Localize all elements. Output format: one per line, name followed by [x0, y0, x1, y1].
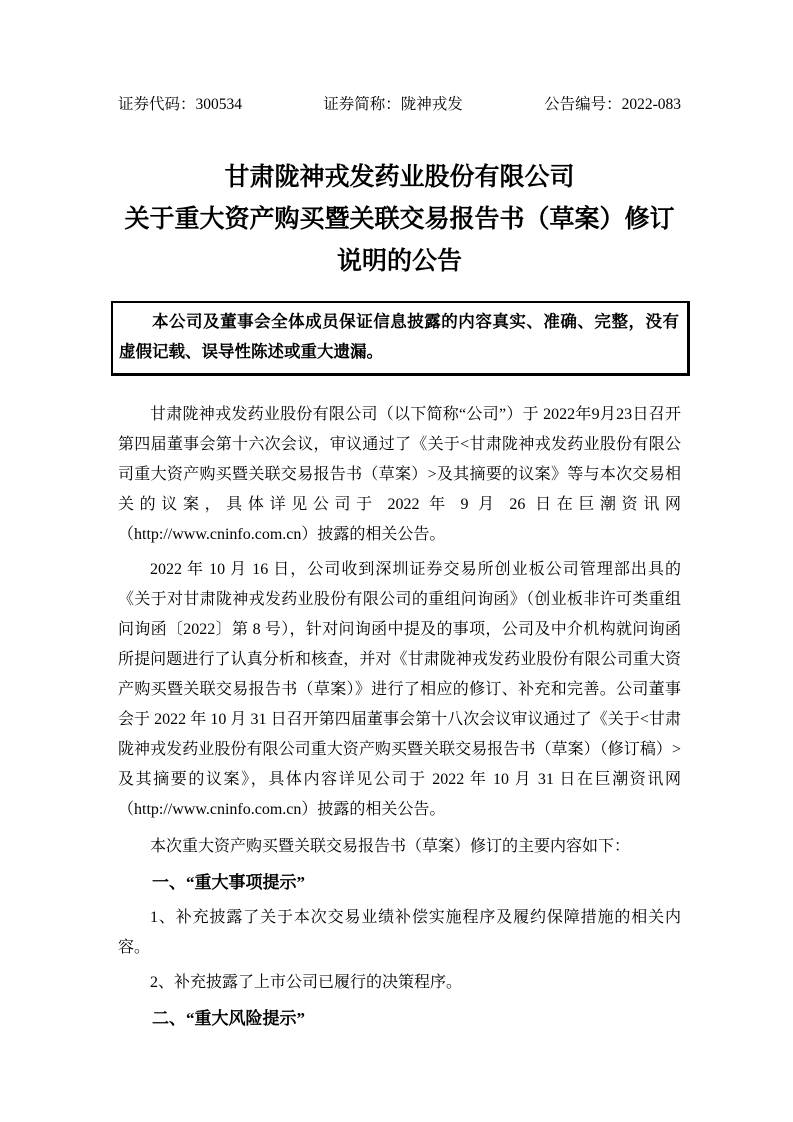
document-header	[118, 95, 681, 115]
disclaimer-text: 本公司及董事会全体成员保证信息披露的内容真实、准确、完整，没有虚假记载、误导性陈述或重大遗漏。	[119, 312, 679, 361]
paragraph-board-meeting: 甘肃陇神戎发药业股份有限公司（以下简称“公司”）于 2022年9月23日召开第四届董事会第十六次会议，审议通过了《关于<甘肃陇神戎发药业股份有限公司重大资产购买暨关联交易报告书（草案）>及其摘要的议案》等与本次交易相关的议案，具体详见公司于 2022 年 9 月 26 日在巨潮资讯网（http://www.cninfo.com.cn）披露的相关公告。	[118, 406, 681, 543]
section-major-matters-item-2: 2、补充披露了上市公司已履行的决策程序。	[150, 974, 463, 991]
section-heading-major-matters: 一、“重大事项提示”	[152, 873, 305, 892]
document-title	[118, 157, 681, 283]
paragraph-revision-intro: 本次重大资产购买暨关联交易报告书（草案）修订的主要内容如下：	[150, 838, 631, 855]
title-line-3: 说明的公告	[336, 248, 462, 275]
title-line-2: 关于重大资产购买暨关联交易报告书（草案）修订	[124, 206, 675, 233]
disclaimer-box	[111, 301, 690, 376]
title-line-1: 甘肃陇神戎发药业股份有限公司	[224, 164, 575, 191]
announcement-number-label: 公告编号：2022-083	[544, 96, 681, 113]
section-major-matters-item-1: 1、补充披露了关于本次交易业绩补偿实施程序及履约保障措施的相关内容。	[118, 909, 681, 956]
stock-code-label: 证券代码：300534	[118, 96, 243, 113]
paragraph-inquiry-letter: 2022 年 10 月 16 日，公司收到深圳证券交易所创业板公司管理部出具的《关于对甘肃陇神戎发药业股份有限公司的重组问询函》（创业板非许可类重组问询函〔2022〕第 8 号），针对问询函中提及的事项，公司及中介机构就问询函所提问题进行了认真分析和核查，并对《甘肃陇神戎发药业股份有限公司重大资产购买暨关联交易报告书（草案）》进行了相应的修订、补充和完善。公司董事会于 2022 年 10 月 31 日召开第四届董事会第十八次会议审议通过了《关于<甘肃陇神戎发药业股份有限公司重大资产购买暨关联交易报告书（草案）（修订稿）>及其摘要的议案》，具体内容详见公司于 2022 年 10 月 31 日在巨潮资讯网（http://www.cninfo.com.cn）披露的相关公告。	[118, 561, 681, 818]
stock-name-label: 证券简称：陇神戎发	[323, 96, 463, 113]
section-heading-major-risks: 二、“重大风险提示”	[152, 1009, 305, 1028]
